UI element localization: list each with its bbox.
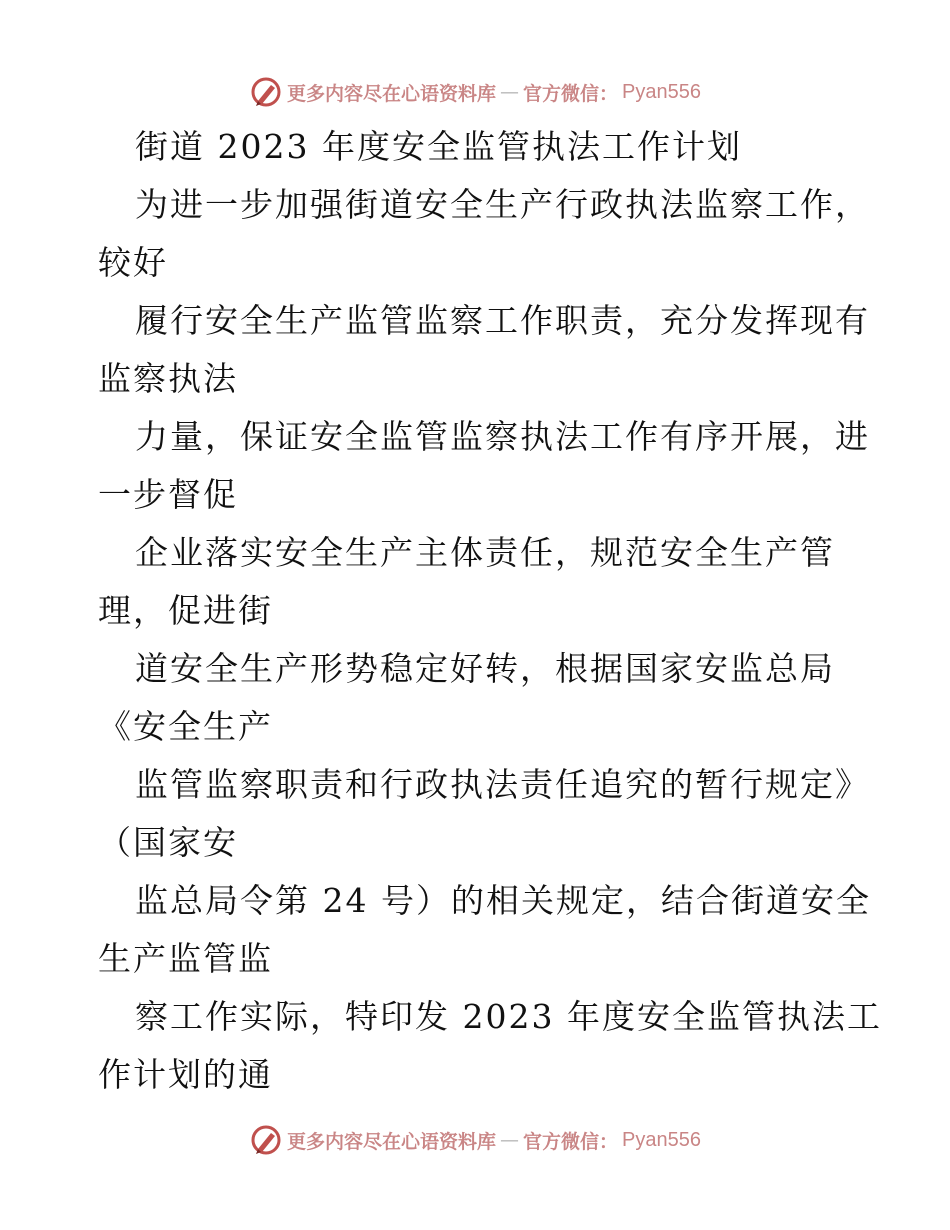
body-line: 监总局令第 24 号）的相关规定，结合街道安全 — [135, 881, 871, 920]
body-line: 察工作实际，特印发 2023 年度安全监管执法工 — [135, 997, 882, 1036]
footer-banner — [0, 1120, 950, 1160]
banner-separator: — — [500, 81, 520, 103]
body-line: 《安全生产 — [98, 707, 273, 746]
banner-text: 更多内容尽在心语资料库 — [287, 82, 497, 105]
body-line: 监管监察职责和行政执法责任追究的暂行规定》 — [135, 765, 870, 804]
document-title: 街道 2023 年度安全监管执法工作计划 — [135, 127, 742, 166]
body-line: 为进一步加强街道安全生产行政执法监察工作， — [135, 185, 870, 224]
body-line: 道安全生产形势稳定好转，根据国家安监总局 — [135, 649, 835, 688]
body-line: 作计划的通 — [98, 1055, 273, 1094]
banner-separator: — — [500, 1129, 520, 1151]
body-line: 监察执法 — [98, 359, 238, 398]
banner-contact-label: 官方微信： — [523, 1130, 619, 1153]
header-banner — [0, 72, 950, 112]
banner-wechat-id: Pyan556 — [622, 1128, 701, 1151]
banner-wechat-id: Pyan556 — [622, 80, 701, 103]
banner-text: 更多内容尽在心语资料库 — [287, 1130, 497, 1153]
body-line: （国家安 — [98, 823, 238, 862]
document-body — [98, 118, 882, 1104]
pen-logo-icon — [249, 1123, 283, 1157]
body-line: 较好 — [98, 243, 168, 282]
body-line: 企业落实安全生产主体责任，规范安全生产管 — [135, 533, 835, 572]
body-line: 履行安全生产监管监察工作职责，充分发挥现有 — [135, 301, 870, 340]
banner-contact-label: 官方微信： — [523, 82, 619, 105]
body-line: 理，促进街 — [98, 591, 273, 630]
pen-logo-icon — [249, 75, 283, 109]
body-line: 力量，保证安全监管监察执法工作有序开展，进 — [135, 417, 870, 456]
body-line: 一步督促 — [98, 475, 238, 514]
body-line: 生产监管监 — [98, 939, 273, 978]
